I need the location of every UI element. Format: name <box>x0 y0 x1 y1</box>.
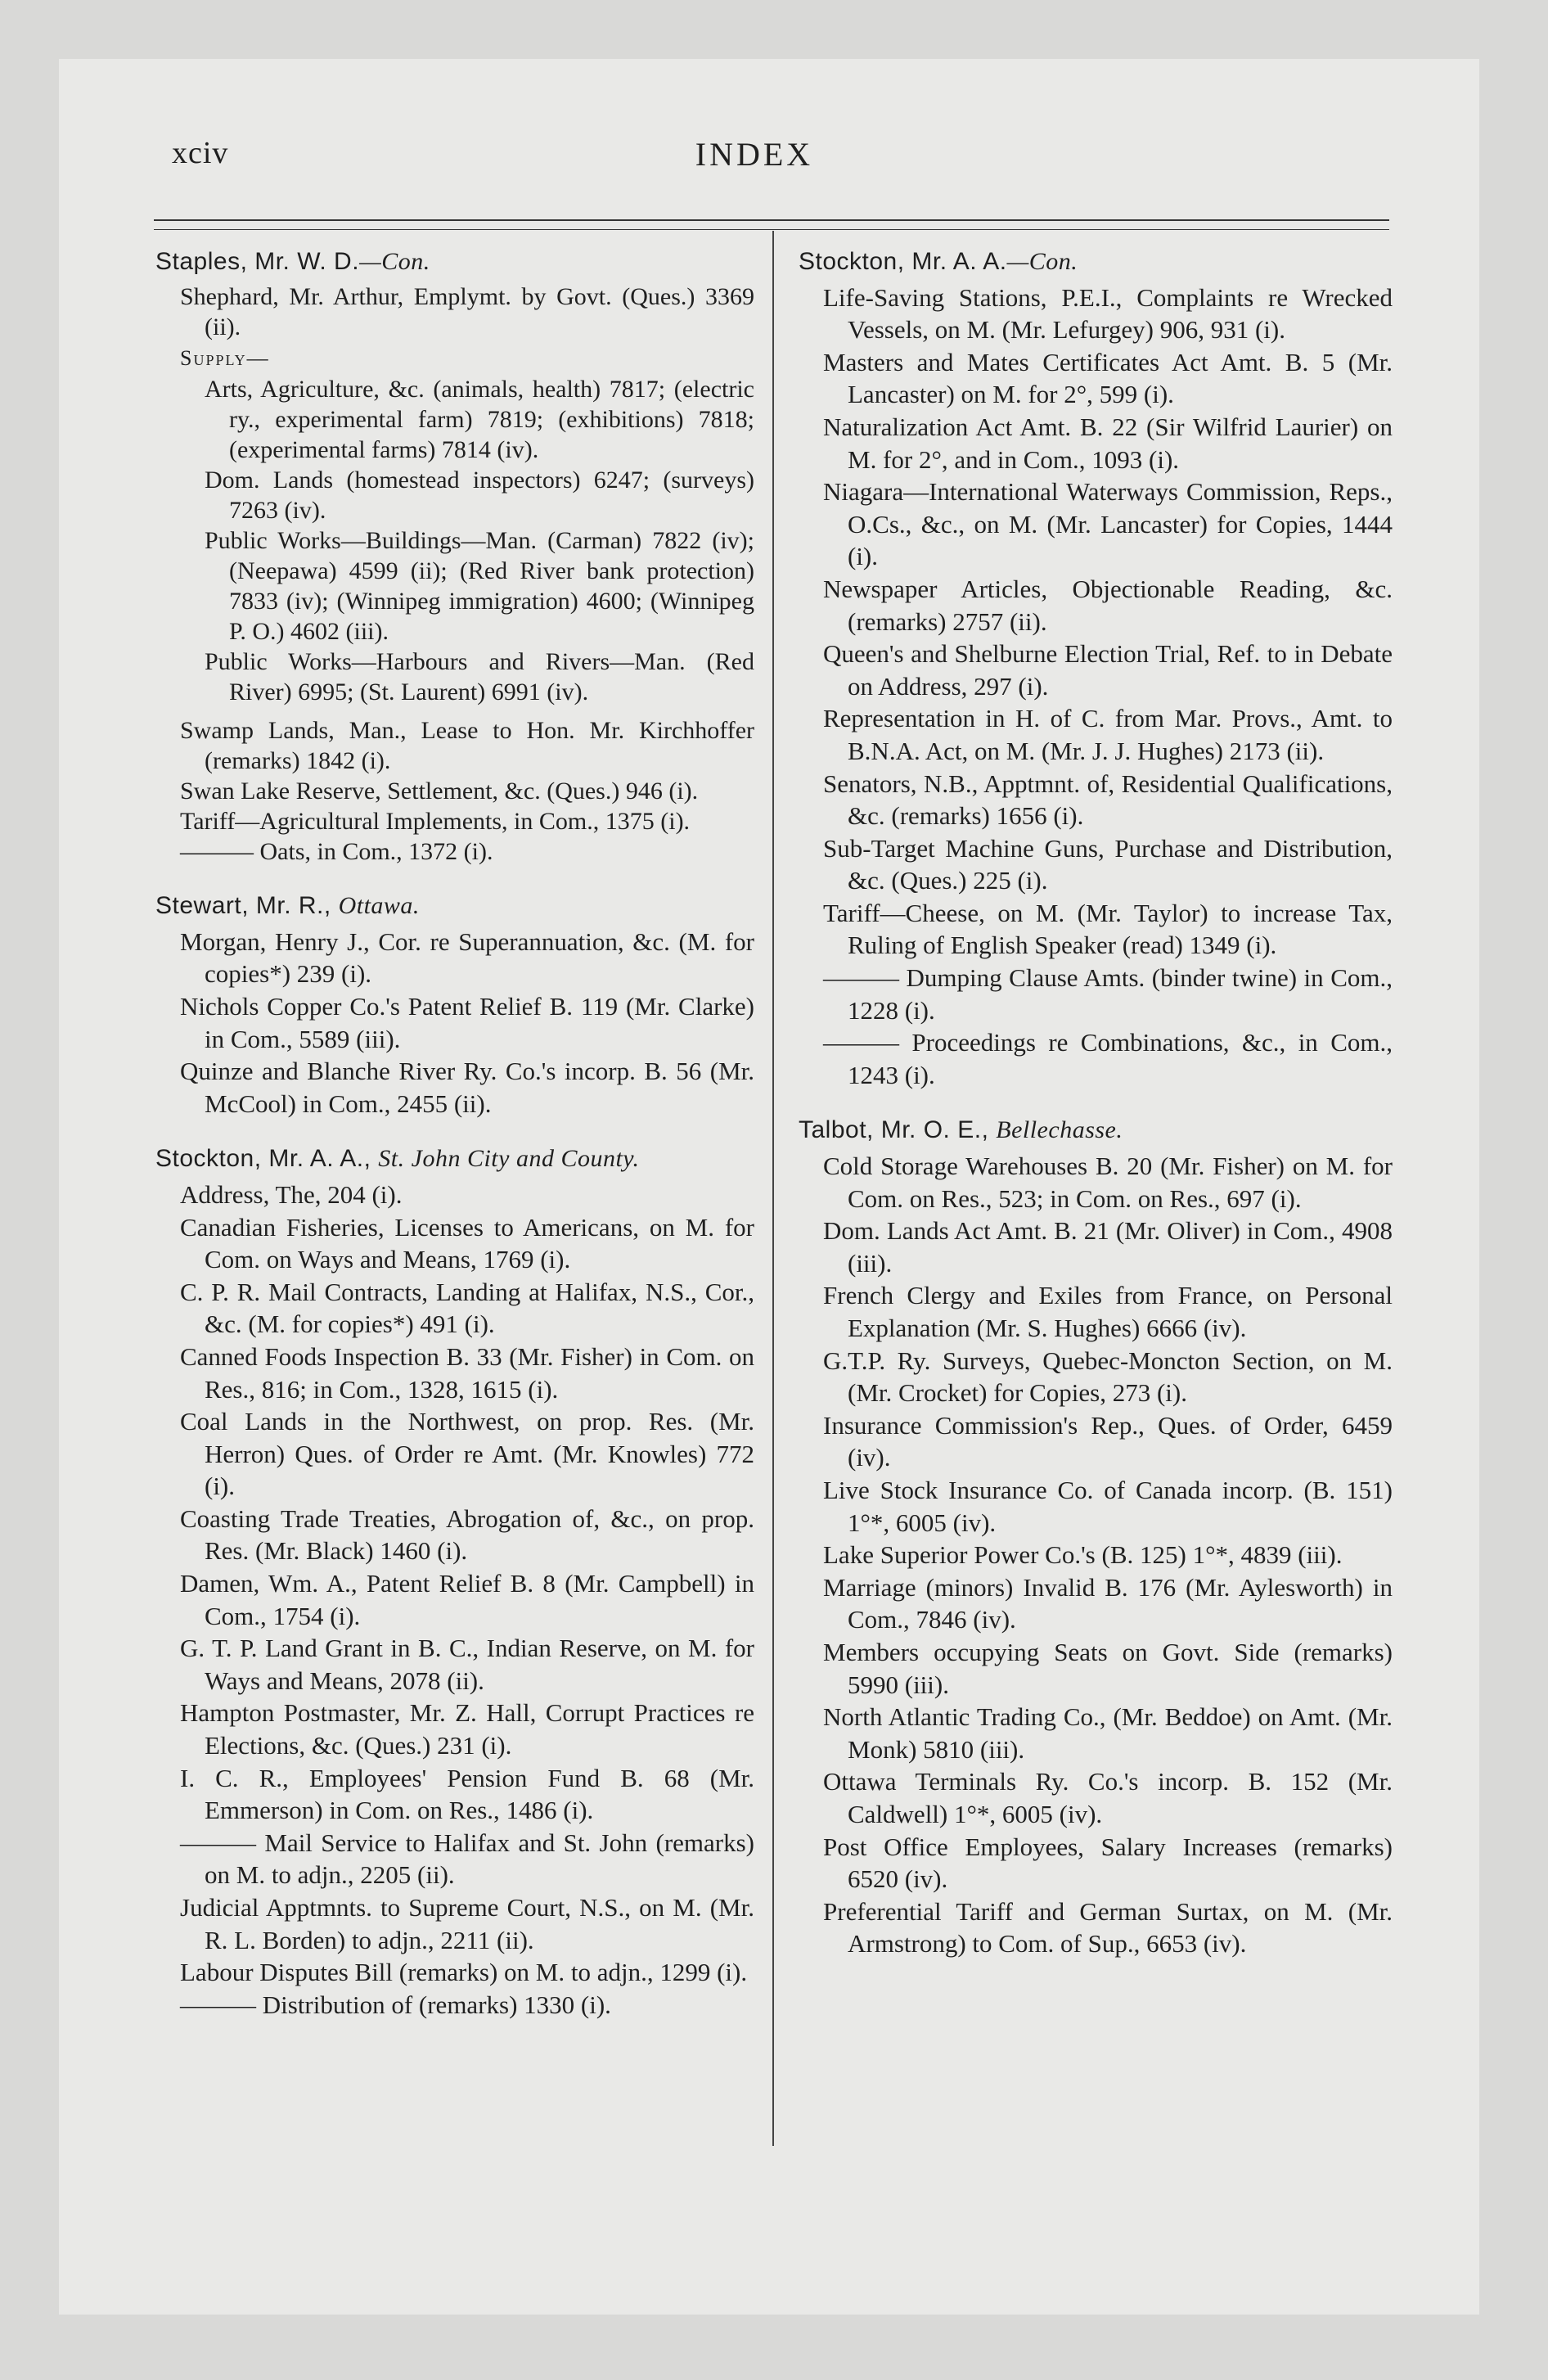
index-entry: Canadian Fisheries, Licenses to Americans, on M. for Com. on Ways and Means, 1769 (i). <box>180 1212 754 1274</box>
index-entry: Ottawa Terminals Ry. Co.'s incorp. B. 152 (Mr. Caldwell) 1°*, 6005 (iv). <box>823 1767 1393 1828</box>
index-subentry: Public Works—Buildings—Man. (Carman) 7822 (iv); (Neepawa) 4599 (ii); (Red River bank protection) 7833 (iv); (Winnipeg immigration) 4600; (Winnipeg P. O.) 4602 (iii). <box>205 527 754 646</box>
constituency: Bellechasse. <box>996 1116 1123 1144</box>
index-entry: Dom. Lands Act Amt. B. 21 (Mr. Oliver) in Com., 4908 (iii). <box>823 1216 1393 1278</box>
index-subentry: Public Works—Harbours and Rivers—Man. (Red River) 6995; (St. Laurent) 6991 (iv). <box>205 648 754 706</box>
index-entry: ——— Oats, in Com., 1372 (i). <box>180 838 493 866</box>
member-heading <box>799 246 1393 278</box>
member-name: Stockton, Mr. A. A., <box>155 1145 371 1173</box>
index-entry: Queen's and Shelburne Election Trial, Ref. to in Debate on Address, 297 (i). <box>823 639 1393 701</box>
index-entry: Tariff—Agricultural Implements, in Com., 1375 (i). <box>180 808 691 836</box>
index-entry: ——— Distribution of (remarks) 1330 (i). <box>180 1990 611 2019</box>
member-name: Staples, Mr. W. D. <box>155 248 360 275</box>
header-rule <box>154 219 1389 221</box>
index-entry: Masters and Mates Certificates Act Amt. B. 5 (Mr. Lancaster) on M. for 2°, 599 (i). <box>823 347 1393 409</box>
running-title: INDEX <box>695 136 814 173</box>
index-entry: Quinze and Blanche River Ry. Co.'s incorp. B. 56 (Mr. McCool) in Com., 2455 (ii). <box>180 1057 754 1118</box>
member-name: Stockton, Mr. A. A. <box>799 248 1007 275</box>
index-entry: North Atlantic Trading Co., (Mr. Beddoe) on Amt. (Mr. Monk) 5810 (iii). <box>823 1702 1393 1764</box>
index-entry: Post Office Employees, Salary Increases (remarks) 6520 (iv). <box>823 1832 1393 1894</box>
index-entry: Labour Disputes Bill (remarks) on M. to adjn., 1299 (i). <box>180 1958 748 1987</box>
index-entry: Life-Saving Stations, P.E.I., Complaints re Wrecked Vessels, on M. (Mr. Lefurgey) 906, 931 (i). <box>823 282 1393 345</box>
index-entry: Address, The, 204 (i). <box>180 1179 403 1209</box>
member-heading <box>155 1143 754 1175</box>
index-section-staples <box>155 246 754 867</box>
constituency: St. John City and County. <box>378 1145 640 1173</box>
column-divider <box>772 231 774 2146</box>
index-entry: Sub-Target Machine Guns, Purchase and Distribution, &c. (Ques.) 225 (i). <box>823 833 1393 895</box>
index-entry: ——— Dumping Clause Amts. (binder twine) in Com., 1228 (i). <box>823 963 1393 1025</box>
index-section-stewart <box>155 890 754 1120</box>
index-entry: Lake Superior Power Co.'s (B. 125) 1°*, 4839 (iii). <box>823 1540 1343 1570</box>
index-section-stockton-continued <box>799 246 1393 1091</box>
member-heading <box>799 1114 1393 1147</box>
constituency: Ottawa. <box>338 892 420 920</box>
index-entry: Preferential Tariff and German Surtax, on M. (Mr. Armstrong) to Com. of Sup., 6653 (iv). <box>823 1896 1393 1959</box>
index-entry: Judicial Apptmnts. to Supreme Court, N.S., on M. (Mr. R. L. Borden) to adjn., 2211 (ii). <box>180 1893 754 1954</box>
index-entry: French Clergy and Exiles from France, on Personal Explanation (Mr. S. Hughes) 6666 (iv). <box>823 1281 1393 1342</box>
member-name: Stewart, Mr. R., <box>155 892 331 920</box>
index-entry: Damen, Wm. A., Patent Relief B. 8 (Mr. Campbell) in Com., 1754 (i). <box>180 1569 754 1630</box>
index-entry: Marriage (minors) Invalid B. 176 (Mr. Aylesworth) in Com., 7846 (iv). <box>823 1572 1393 1634</box>
subheading: Supply— <box>180 345 270 370</box>
member-heading <box>155 890 754 922</box>
index-entry: Insurance Commission's Rep., Ques. of Order, 6459 (iv). <box>823 1410 1393 1472</box>
continued-marker: —Con. <box>359 248 430 275</box>
index-entry: Coal Lands in the Northwest, on prop. Res. (Mr. Herron) Ques. of Order re Amt. (Mr. Knowles) 772 (i). <box>180 1407 754 1501</box>
left-column <box>155 246 754 2044</box>
index-entry: Coasting Trade Treaties, Abrogation of, &c., on prop. Res. (Mr. Black) 1460 (i). <box>180 1503 754 1566</box>
page-header <box>116 135 1393 184</box>
header-rule-thin <box>154 229 1389 230</box>
index-entry: Tariff—Cheese, on M. (Mr. Taylor) to increase Tax, Ruling of English Speaker (read) 1349 (i). <box>823 898 1393 960</box>
index-entry: Hampton Postmaster, Mr. Z. Hall, Corrupt Practices re Elections, &c. (Ques.) 231 (i). <box>180 1698 754 1760</box>
index-entry: Live Stock Insurance Co. of Canada incorp. (B. 151) 1°*, 6005 (iv). <box>823 1475 1393 1537</box>
index-entry: Naturalization Act Amt. B. 22 (Sir Wilfrid Laurier) on M. for 2°, and in Com., 1093 (i). <box>823 412 1393 474</box>
index-entry: Morgan, Henry J., Cor. re Superannuation, &c. (M. for copies*) 239 (i). <box>180 926 754 989</box>
member-name: Talbot, Mr. O. E., <box>799 1116 989 1144</box>
index-entry: ——— Mail Service to Halifax and St. John (remarks) on M. to adjn., 2205 (ii). <box>180 1828 754 1890</box>
index-entry: Cold Storage Warehouses B. 20 (Mr. Fisher) on M. for Com. on Res., 523; in Com. on Res., 697 (i). <box>823 1152 1393 1213</box>
index-entry: G. T. P. Land Grant in B. C., Indian Reserve, on M. for Ways and Means, 2078 (ii). <box>180 1634 754 1695</box>
right-column <box>799 246 1393 1983</box>
continued-marker: —Con. <box>1006 248 1078 275</box>
index-subentry: Dom. Lands (homestead inspectors) 6247; (surveys) 7263 (iv). <box>205 467 754 525</box>
index-entry: Swamp Lands, Man., Lease to Hon. Mr. Kirchhoffer (remarks) 1842 (i). <box>180 717 754 775</box>
index-entry: Representation in H. of C. from Mar. Provs., Amt. to B.N.A. Act, on M. (Mr. J. J. Hughes) 2173 (ii). <box>823 704 1393 765</box>
index-entry: Members occupying Seats on Govt. Side (remarks) 5990 (iii). <box>823 1637 1393 1699</box>
index-entry: G.T.P. Ry. Surveys, Quebec-Moncton Section, on M. (Mr. Crocket) for Copies, 273 (i). <box>823 1346 1393 1408</box>
index-entry: Newspaper Articles, Objectionable Reading, &c. (remarks) 2757 (ii). <box>823 574 1393 636</box>
index-entry: Canned Foods Inspection B. 33 (Mr. Fisher) in Com. on Res., 816; in Com., 1328, 1615 (i). <box>180 1341 754 1404</box>
index-entry: C. P. R. Mail Contracts, Landing at Halifax, N.S., Cor., &c. (M. for copies*) 491 (i). <box>180 1277 754 1339</box>
index-entry: I. C. R., Employees' Pension Fund B. 68 (Mr. Emmerson) in Com. on Res., 1486 (i). <box>180 1763 754 1825</box>
index-entry: Swan Lake Reserve, Settlement, &c. (Ques.) 946 (i). <box>180 778 699 805</box>
index-section-stockton <box>155 1143 754 2021</box>
index-subentry: Arts, Agriculture, &c. (animals, health) 7817; (electric ry., experimental farm) 7819; (exhibitions) 7818; (experimental farms) 7814 (iv). <box>205 376 754 464</box>
index-entry: Senators, N.B., Apptmnt. of, Residential Qualifications, &c. (remarks) 1656 (i). <box>823 769 1393 831</box>
index-entry: Nichols Copper Co.'s Patent Relief B. 119 (Mr. Clarke) in Com., 5589 (iii). <box>180 991 754 1053</box>
page-number: xciv <box>172 136 229 170</box>
member-heading <box>155 246 754 278</box>
index-entry: Shephard, Mr. Arthur, Emplymt. by Govt. (Ques.) 3369 (ii). <box>180 282 754 340</box>
index-entry: ——— Proceedings re Combinations, &c., in Com., 1243 (i). <box>823 1028 1393 1089</box>
index-entry: Niagara—International Waterways Commission, Reps., O.Cs., &c., on M. (Mr. Lancaster) for Copies, 1444 (i). <box>823 477 1393 571</box>
index-section-talbot <box>799 1114 1393 1959</box>
